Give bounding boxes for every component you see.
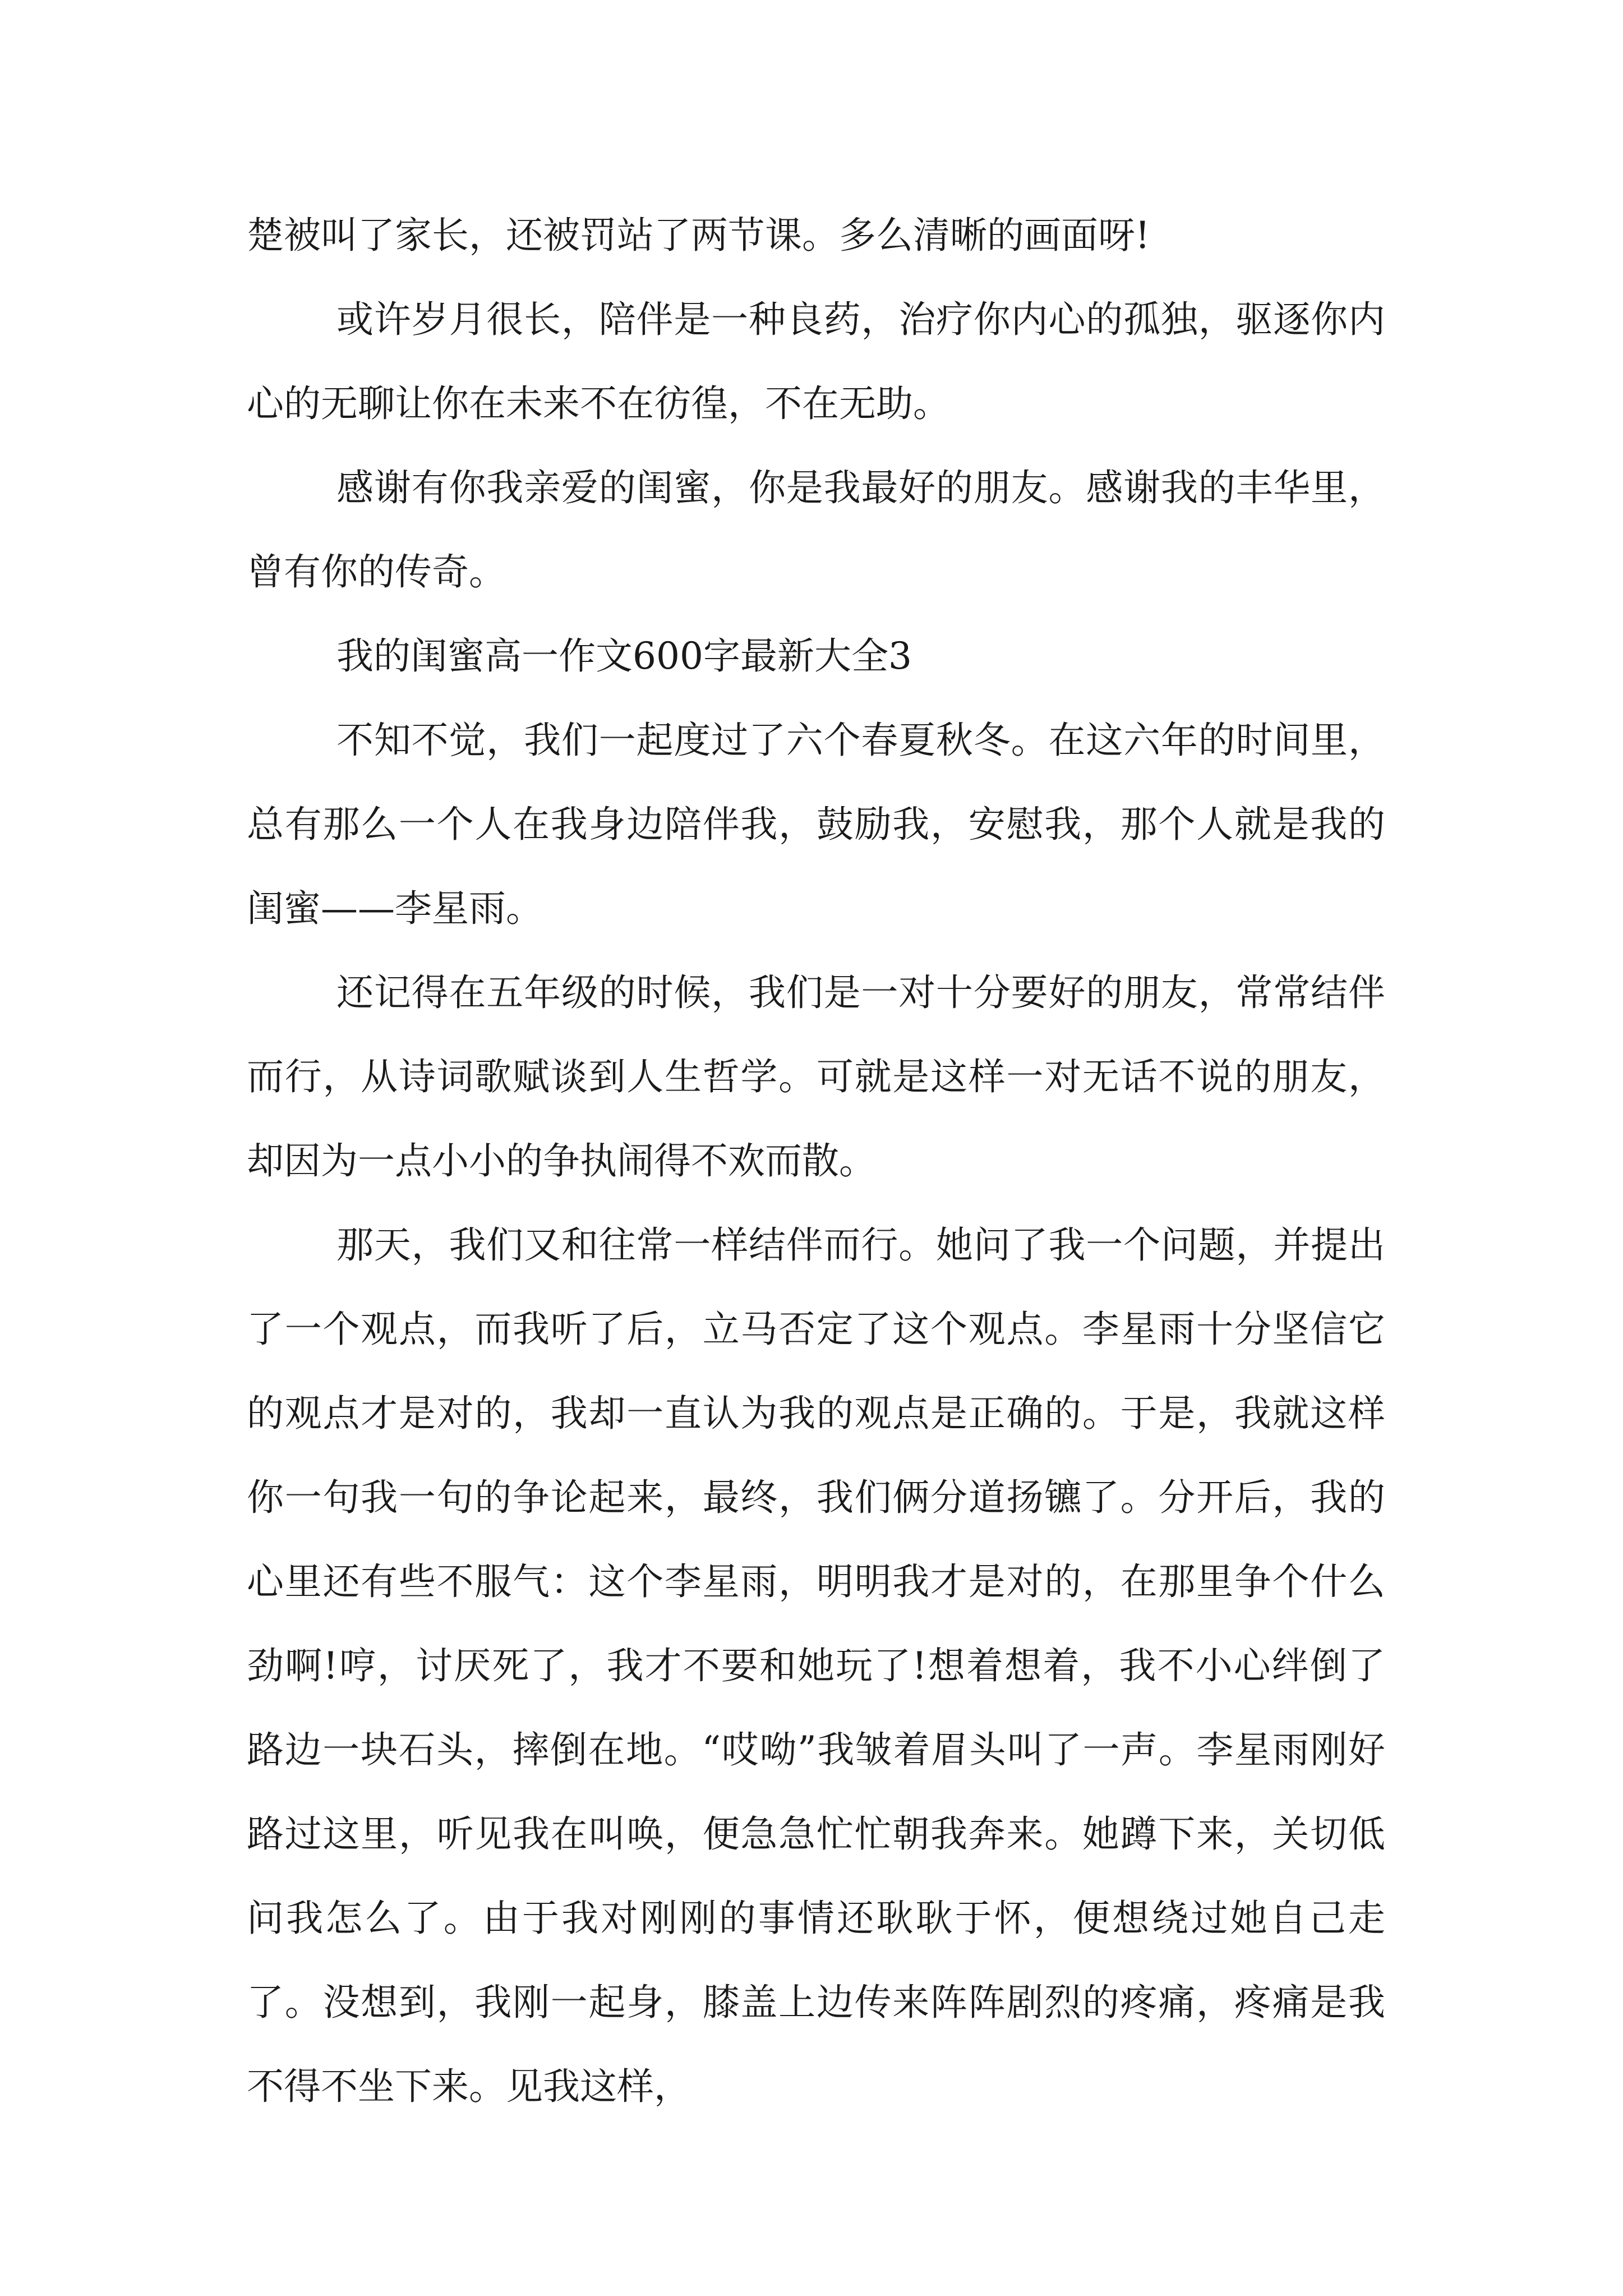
paragraph: 还记得在五年级的时候，我们是一对十分要好的朋友，常常结伴而行，从诗词歌赋谈到人生哲学。可就是这样一对无话不说的朋友，却因为一点小小的争执闹得不欢而散。 [247,971,1385,1182]
paragraph: 不知不觉，我们一起度过了六个春夏秋冬。在这六年的时间里，总有那么一个人在我身边陪伴我，鼓励我，安慰我，那个人就是我的闺蜜——李星雨。 [247,719,1385,930]
section-heading: 我的闺蜜高一作文600字最新大全3 [336,634,912,678]
document-body [247,194,1385,2129]
paragraph: 或许岁月很长，陪伴是一种良药，治疗你内心的孤独，驱逐你内心的无聊让你在未来不在彷徨，不在无助。 [247,298,1385,425]
paragraph: 感谢有你我亲爱的闺蜜，你是我最好的朋友。感谢我的丰华里，曾有你的传奇。 [247,466,1385,593]
paragraph: 那天，我们又和往常一样结伴而行。她问了我一个问题，并提出了一个观点，而我听了后，立马否定了这个观点。李星雨十分坚信它的观点才是对的，我却一直认为我的观点是正确的。于是，我就这样你一句我一句的争论起来，最终，我们俩分道扬镳了。分开后，我的心里还有些不服气：这个李星雨，明明我才是对的，在那里争个什么劲啊!哼，讨厌死了，我才不要和她玩了!想着想着，我不小心绊倒了路边一块石头，摔倒在地。“哎呦”我皱着眉头叫了一声。李星雨刚好路过这里，听见我在叫唤，便急急忙忙朝我奔来。她蹲下来，关切低问我怎么了。由于我对刚刚的事情还耿耿于怀，便想绕过她自己走了。没想到，我刚一起身，膝盖上边传来阵阵剧烈的疼痛，疼痛是我不得不坐下来。见我这样， [247,1223,1385,2108]
paragraph-continuation: 楚被叫了家长，还被罚站了两节课。多么清晰的画面呀! [247,214,1150,257]
